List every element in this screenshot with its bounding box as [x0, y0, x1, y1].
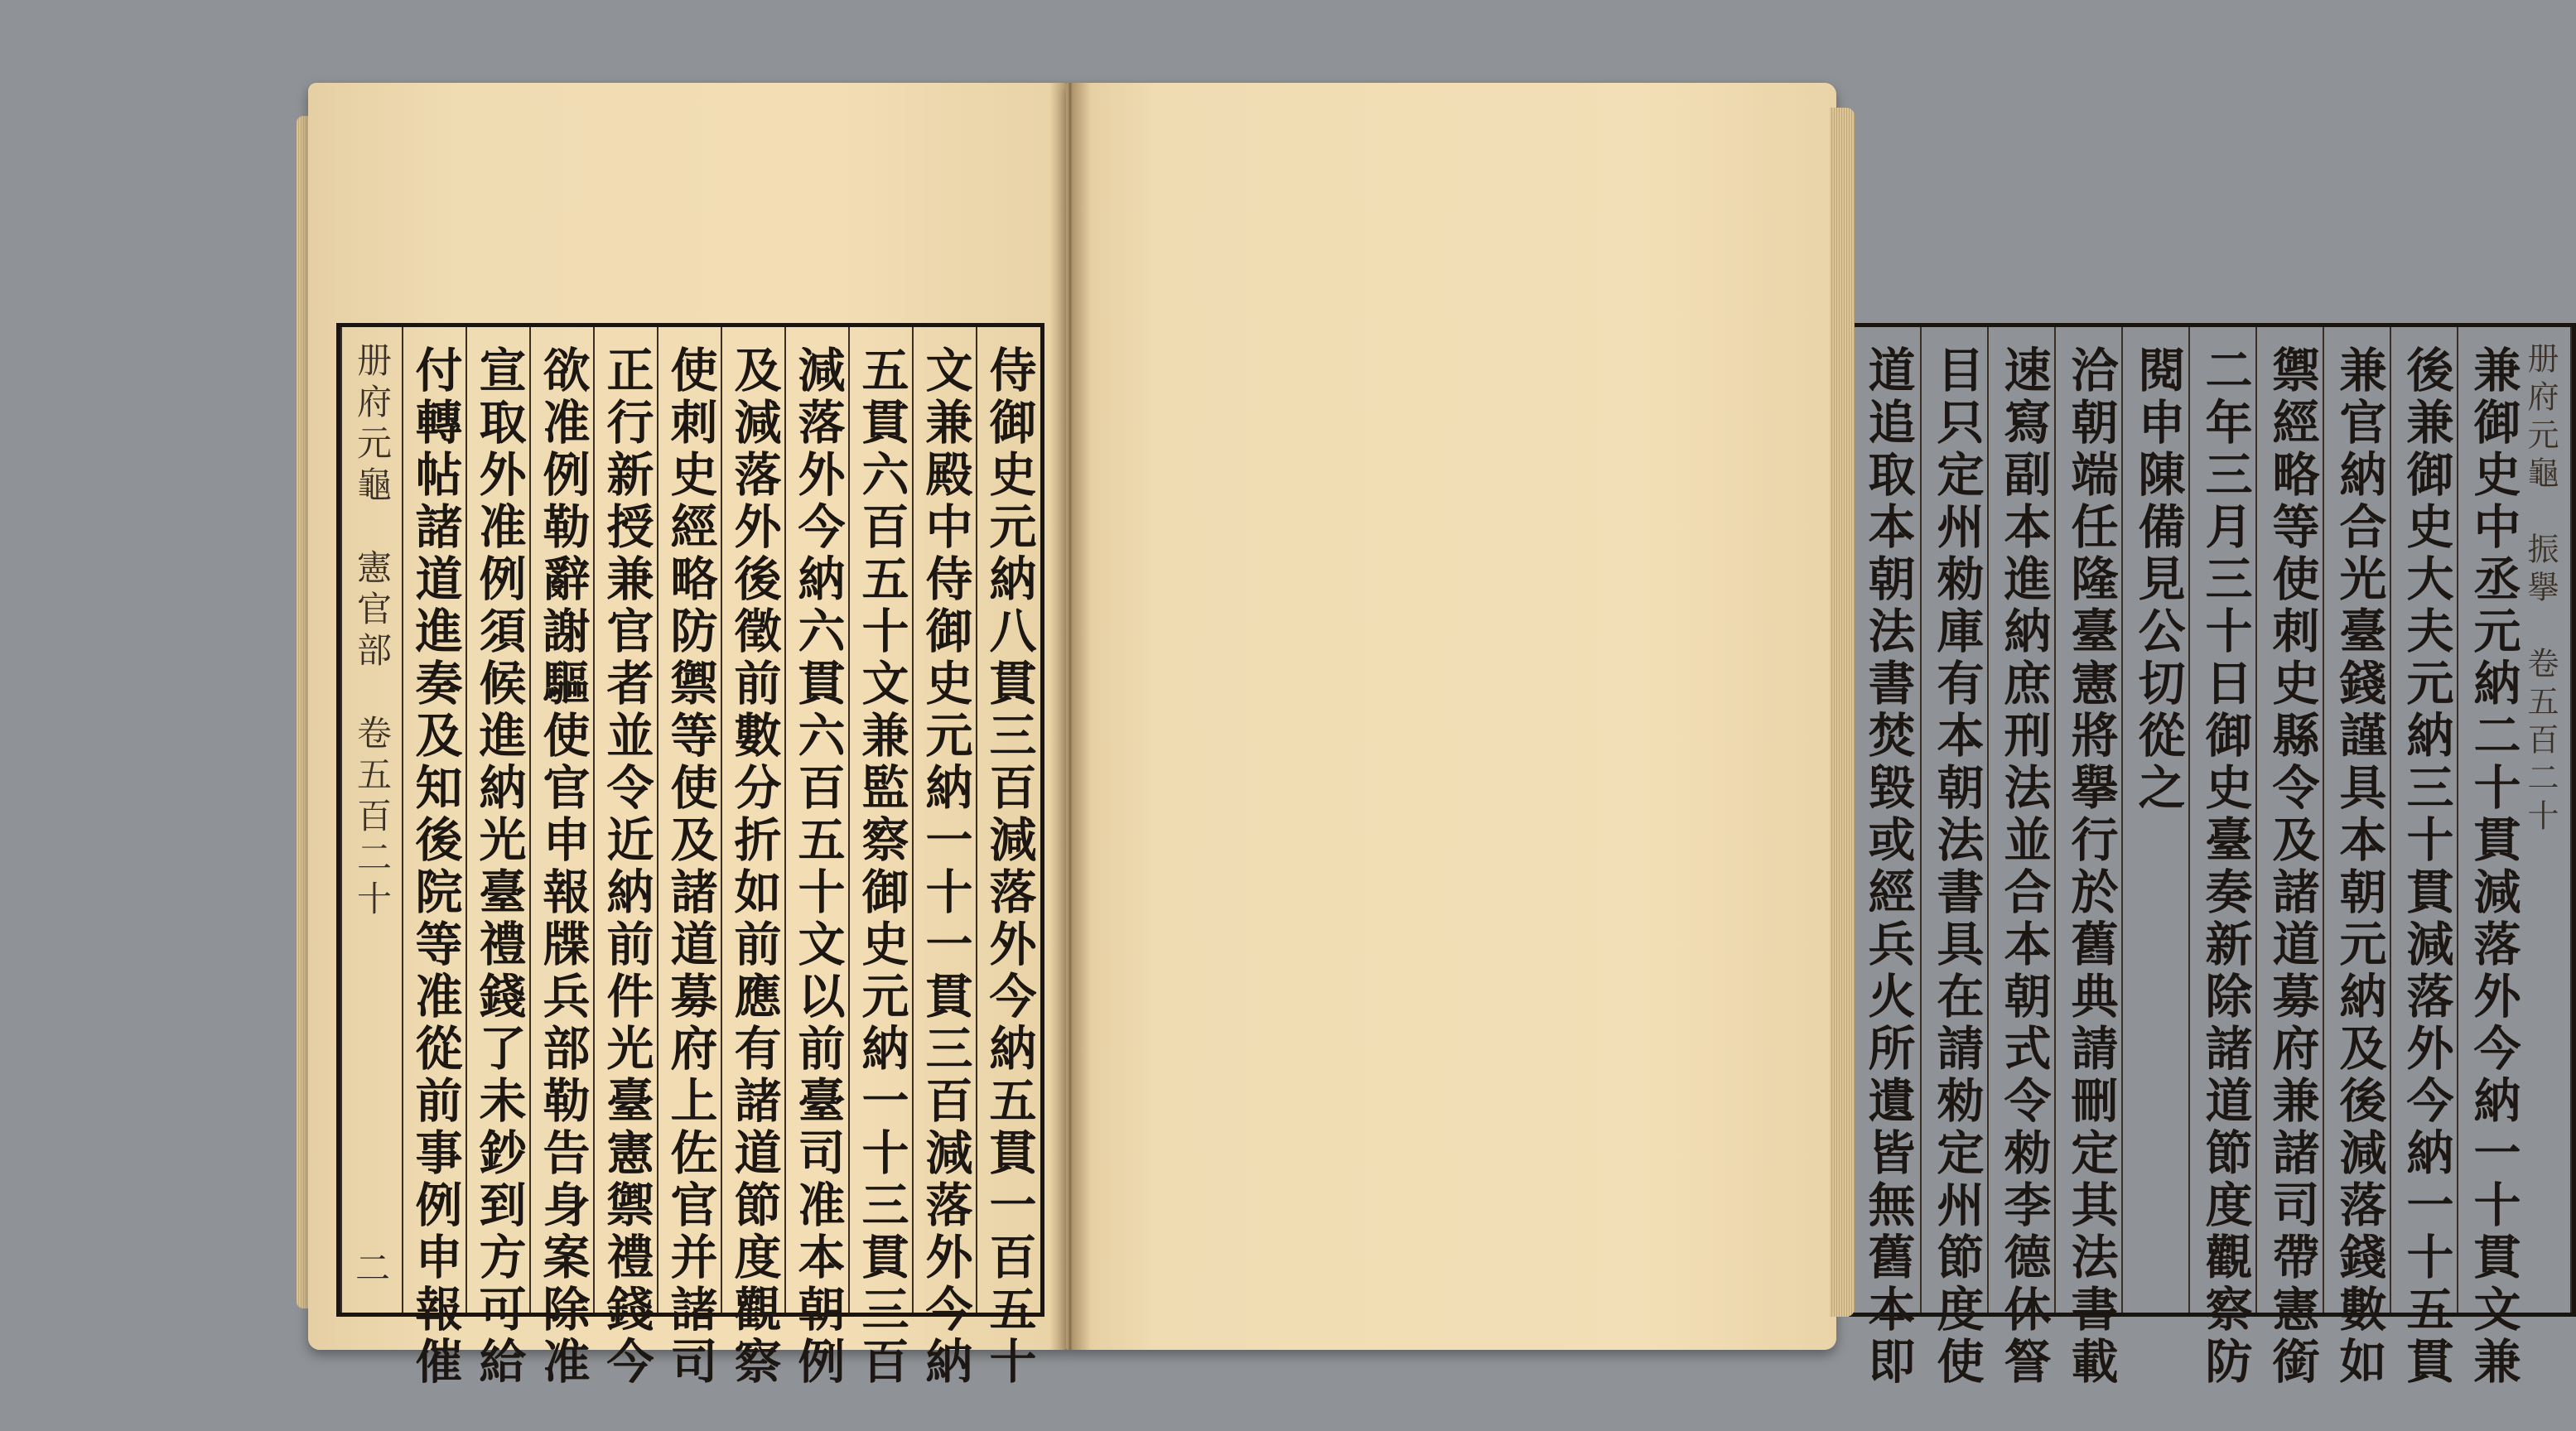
left-column-text: 及減落外後徵前數分折如前應有諸道節度觀察 [726, 345, 782, 1389]
right-text-column [2121, 327, 2188, 1313]
right-text-column [2457, 327, 2524, 1389]
right-column-text: 洽朝端任隆臺憲將擧行於舊典請刪定其法書載 [2063, 345, 2119, 1389]
left-column-text: 宣取外准例須候進納光臺禮錢了未鈔到方可給 [471, 345, 527, 1389]
right-page-edge [1830, 108, 1855, 1317]
right-text-column [1987, 327, 2054, 1389]
left-text-column [976, 327, 1040, 1389]
left-text-column [848, 327, 912, 1389]
left-column-text: 付轉帖諸道進奏及知後院等准從前事例申報催 [408, 345, 463, 1389]
right-text-column [2390, 327, 2457, 1389]
right-column-text: 禦經略等使刺史縣令及諸道募府兼諸司帶憲銜 [2265, 345, 2320, 1389]
left-text-column [402, 327, 466, 1389]
left-text-column [657, 327, 721, 1389]
left-page [308, 83, 1066, 1389]
left-text-column [784, 327, 848, 1389]
book-gutter [1049, 83, 1091, 1350]
left-column-text: 正行新授兼官者並令近納前件光臺憲禦禮錢今 [599, 345, 654, 1389]
left-text-column [721, 327, 784, 1389]
left-column-text: 減落外今納六貫六百五十文以前臺司准本朝例 [790, 345, 846, 1389]
left-text-column [912, 327, 976, 1389]
right-column-text: 兼官納合光臺錢謹具本朝元納及後減落錢數如 [2332, 345, 2387, 1389]
right-column-text: 後兼御史大夫元納三十貫減落外今納一十五貫 [2399, 345, 2454, 1389]
right-page [1066, 83, 2559, 1389]
left-column-text: 五貫六百五十文兼監察御史元納一十三貫三百 [854, 345, 909, 1389]
right-text-column [2255, 327, 2323, 1389]
right-column-text: 兼御史中丞元納二十貫減落外今納一十貫文兼 [2466, 345, 2521, 1389]
right-banxin [2522, 327, 2572, 1313]
right-text-column [2188, 327, 2255, 1389]
left-text-column [466, 327, 529, 1389]
right-column-text: 道追取本朝法書焚毀或經兵火所遺皆無舊本即 [1860, 345, 1916, 1389]
left-page-number: 二 [355, 1248, 390, 1289]
right-column-text: 閱申陳備見公切從之 [2130, 345, 2186, 815]
left-banxin-title: 册府元龜 憲官部 卷五百二十 [352, 342, 393, 922]
right-column-text: 目只定州勑庫有本朝法書具在請勑定州節度使 [1929, 345, 1985, 1389]
open-book [308, 83, 2559, 1389]
left-text-column [529, 327, 593, 1389]
right-text-column [2054, 327, 2121, 1389]
right-text-column [1853, 327, 1920, 1389]
right-banxin-title: 册府元龜 振擧 卷五百二十 [2522, 342, 2559, 837]
right-text-column [1920, 327, 1987, 1389]
left-text-column [593, 327, 657, 1389]
right-text-column [2323, 327, 2390, 1389]
left-column-text: 文兼殿中侍御史元納一十一貫三百減落外今納 [918, 345, 973, 1389]
right-column-text: 速寫副本進納庶刑法並合本朝式令勑李德休詧 [1996, 345, 2052, 1389]
right-column-text: 二年三月三十日御史臺奏新除諸道節度觀察防 [2197, 345, 2253, 1389]
left-column-text: 欲准例勒辭謝驅使官申報牒兵部勒告身案除准 [535, 345, 591, 1389]
left-text-frame [336, 323, 1044, 1389]
left-column-text: 使刺史經略防禦等使及諸道募府上佐官并諸司 [663, 345, 718, 1389]
left-banxin [340, 327, 403, 1313]
right-text-frame [1849, 323, 2576, 1389]
left-column-text: 侍御史元納八貫三百減落外今納五貫一百五十 [982, 345, 1037, 1389]
